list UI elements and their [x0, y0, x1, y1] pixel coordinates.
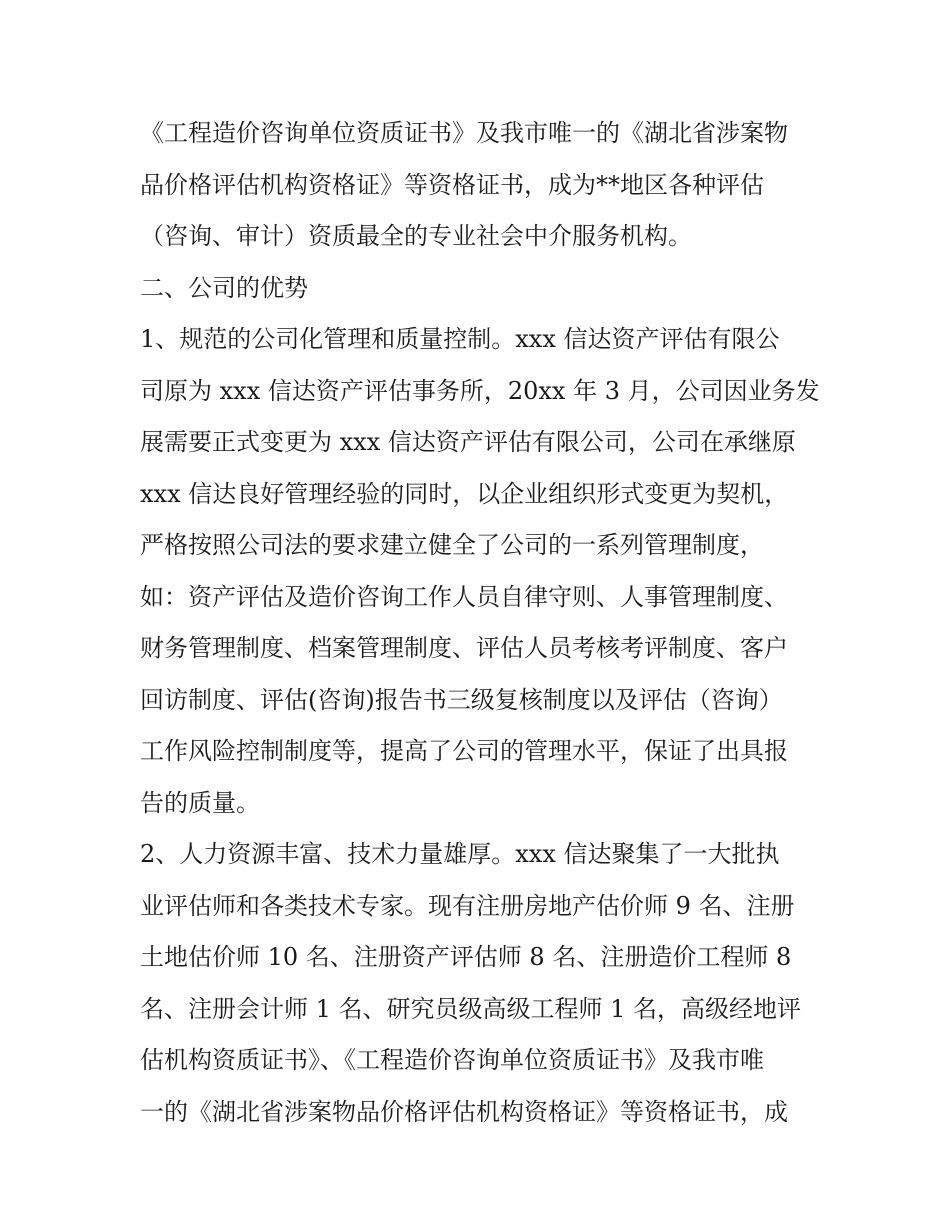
text-line: xxx 信达良好管理经验的同时，以企业组织形式变更为契机，: [140, 479, 789, 508]
text-line: 展需要正式变更为 xxx 信达资产评估有限公司，公司在承继原: [140, 428, 796, 456]
text-line: 如：资产评估及造价咨询工作人员自律守则、人事管理制度、: [140, 582, 788, 611]
text-line: 品价格评估机构资格证》等资格证书，成为**地区各种评估: [140, 170, 764, 199]
text-line: 1、规范的公司化管理和质量控制。xxx 信达资产评估有限公: [140, 325, 780, 353]
document-body: [140, 108, 820, 1138]
text-line: 司原为 xxx 信达资产评估事务所，20xx 年 3 月，公司因业务发: [140, 376, 820, 405]
text-line: 名、注册会计师 1 名、研究员级高级工程师 1 名，高级经地评: [140, 994, 802, 1023]
text-line: 回访制度、评估(咨询)报告书三级复核制度以及评估（咨询）: [140, 685, 783, 714]
text-line: 告的质量。: [140, 788, 260, 817]
text-line: 一的《湖北省涉案物品价格评估机构资格证》等资格证书，成: [140, 1097, 788, 1126]
text-line: 业评估师和各类技术专家。现有注册房地产估价师 9 名、注册: [140, 891, 795, 920]
text-line: 财务管理制度、档案管理制度、评估人员考核考评制度、客户: [140, 634, 788, 662]
text-line: 《工程造价咨询单位资质证书》及我市唯一的《湖北省涉案物: [140, 119, 788, 147]
text-line: 工作风险控制制度等，提高了公司的管理水平，保证了出具报: [140, 737, 788, 765]
text-line: 2、人力资源丰富、技术力量雄厚。xxx 信达聚集了一大批执: [140, 840, 780, 868]
text-line: 严格按照公司法的要求建立健全了公司的一系列管理制度，: [140, 531, 764, 559]
text-line: 估机构资质证书》、《工程造价咨询单位资质证书》及我市唯: [140, 1046, 764, 1074]
text-line: （咨询、审计）资质最全的专业社会中介服务机构。: [140, 222, 692, 250]
text-line: 土地估价师 10 名、注册资产评估师 8 名、注册造价工程师 8: [140, 943, 792, 971]
section-heading: 二、公司的优势: [140, 273, 308, 302]
